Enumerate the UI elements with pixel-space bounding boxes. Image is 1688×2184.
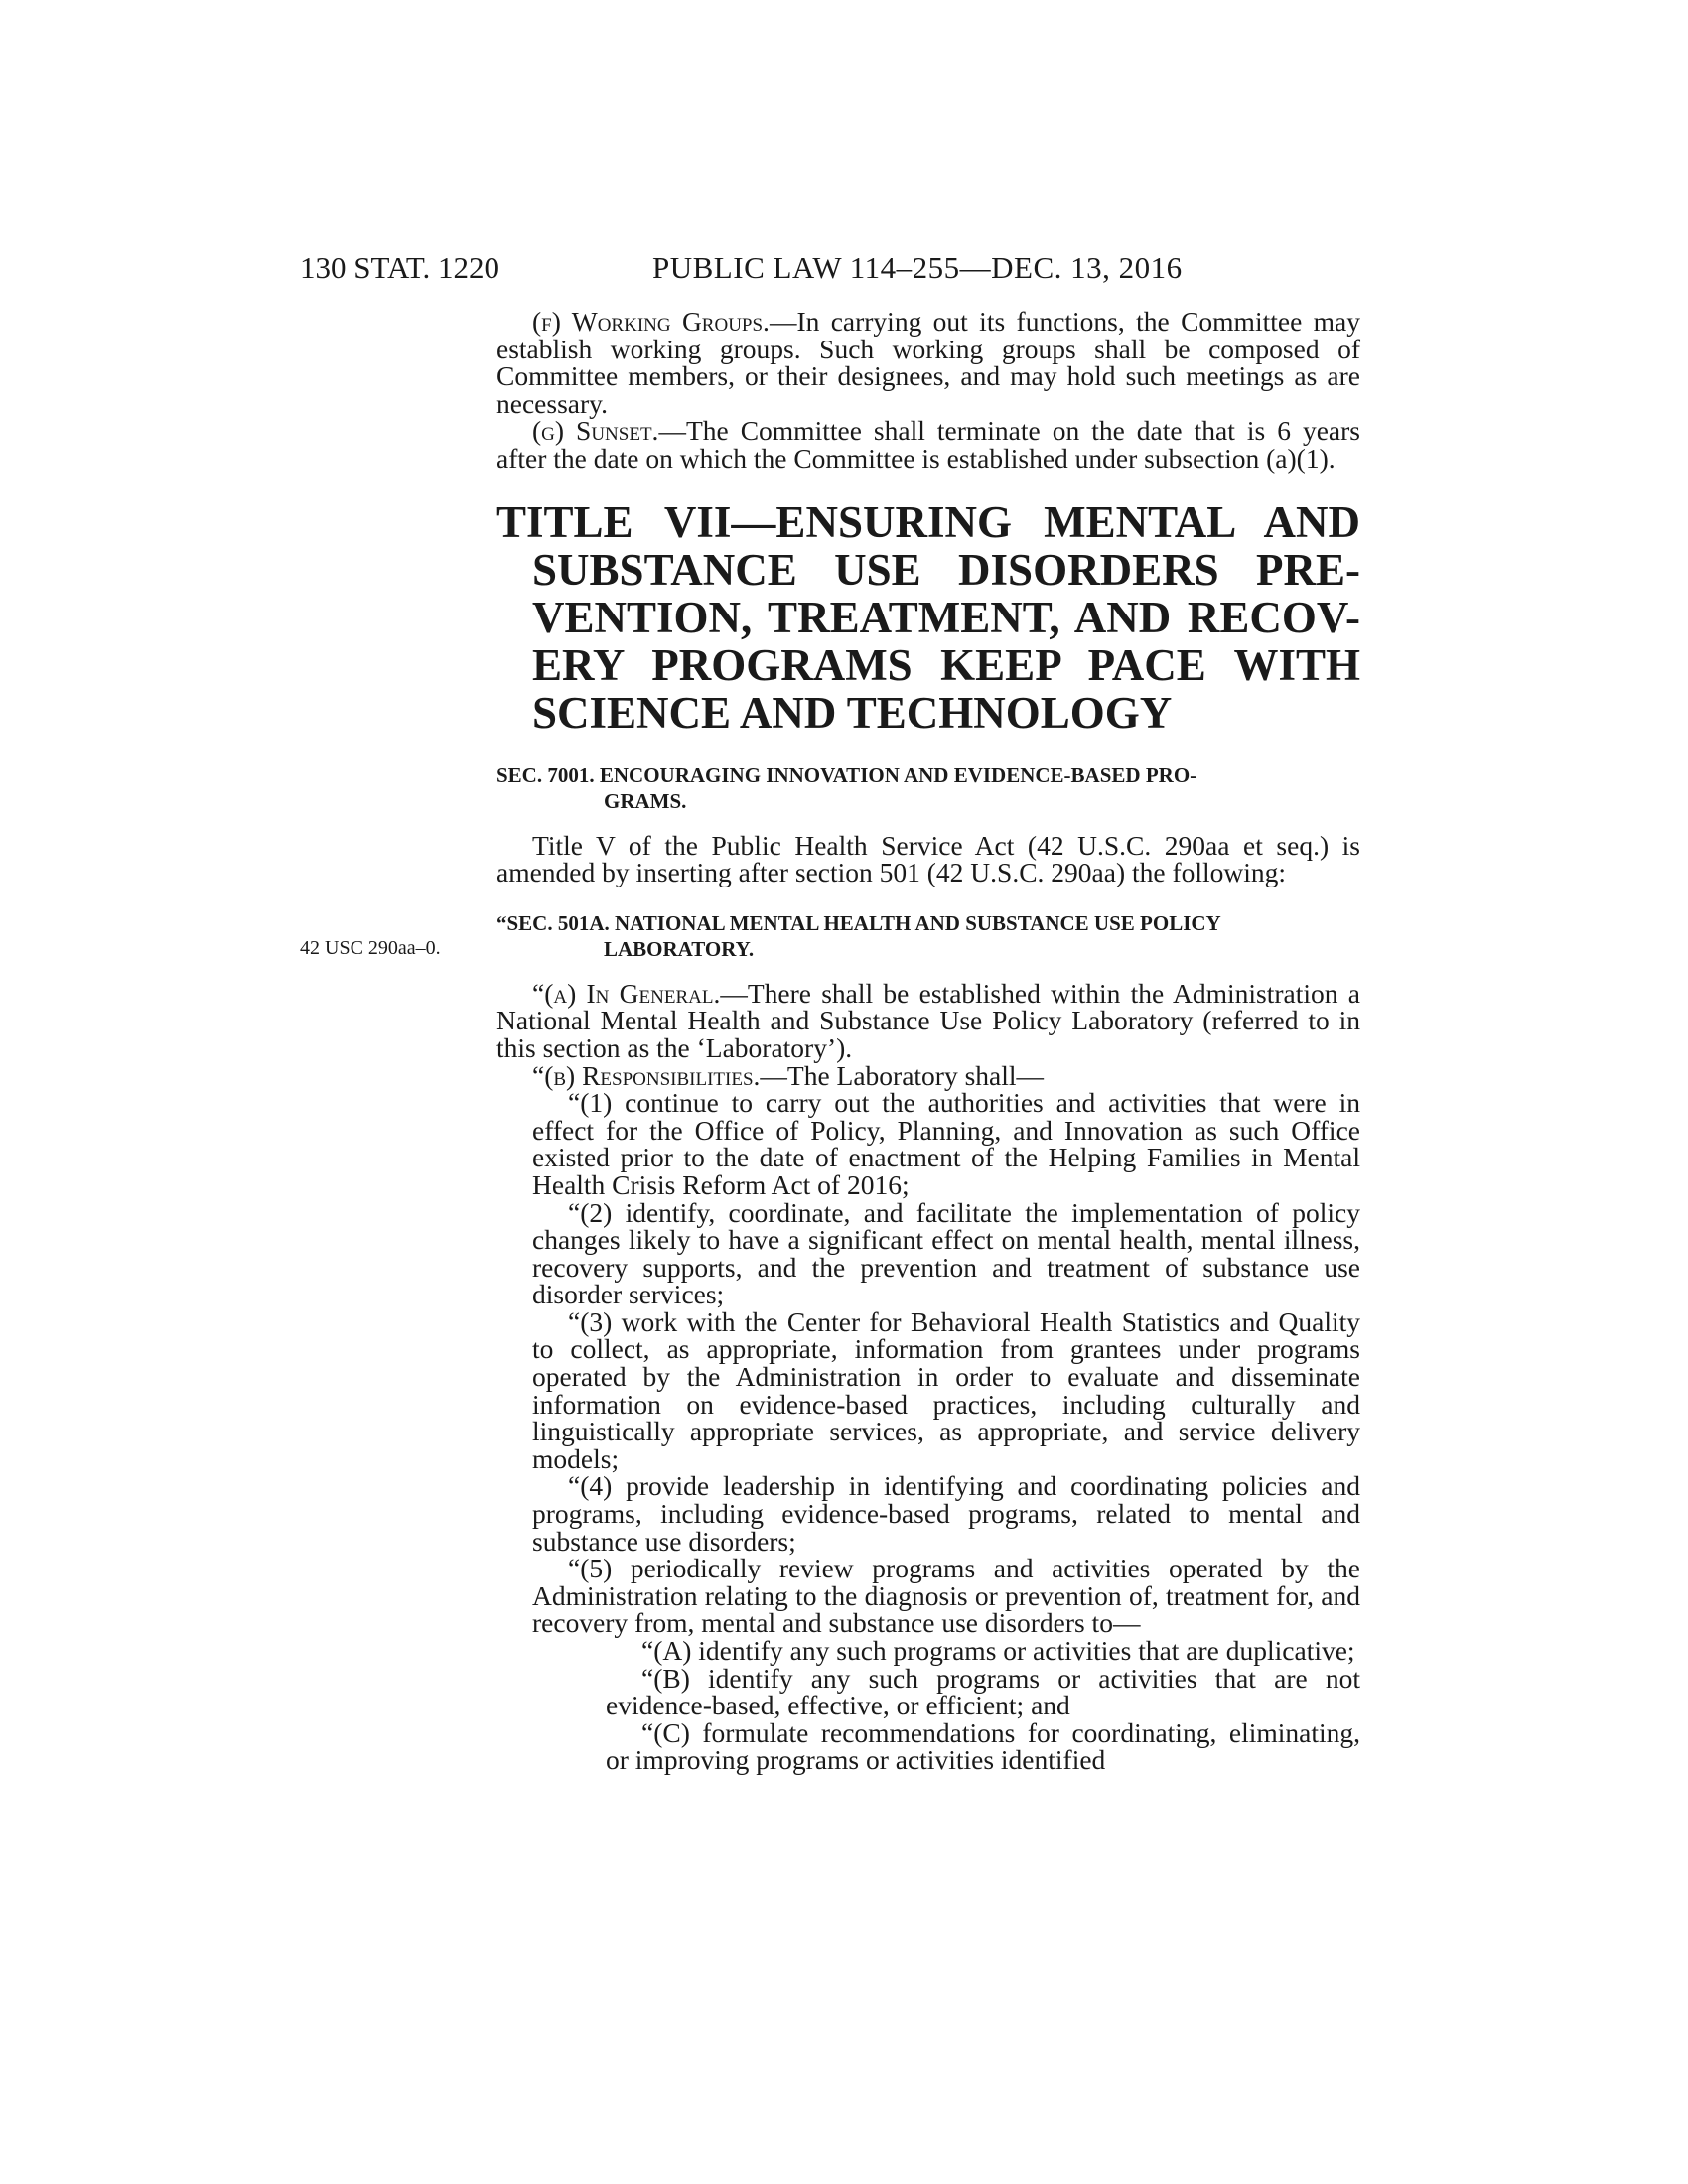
title-line: SUBSTANCE USE DISORDERS PRE- (532, 544, 1360, 595)
subsection-f (496, 308, 1360, 417)
page-header (300, 250, 1360, 290)
subparagraph-b: “(B) identify any such programs or activities that are not evidence-based, effective, or efficient; and (606, 1662, 1360, 1721)
subparagraph-a: “(A) identify any such programs or activities that are duplicative; (641, 1635, 1355, 1666)
subsection-b (496, 1059, 1360, 1091)
subsection-g (496, 417, 1360, 472)
stat-page-reference: 130 STAT. 1220 (300, 250, 500, 285)
title-line: TITLE VII—ENSURING MENTAL AND (496, 496, 1360, 547)
subsection-g-text: —The Committee shall terminate on the date that is 6 years after the date on which the Committee is established under subsection (a)(1). (496, 415, 1360, 474)
paragraph-5: “(5) periodically review programs and activities operated by the Administration relating to the diagnosis or prevention of, treatment for, and recovery from, mental and substance use disorders to— (532, 1553, 1360, 1639)
section-heading-line: LABORATORY. (604, 936, 755, 961)
section-heading-line: “SEC. 501A. NATIONAL MENTAL HEALTH AND SUBSTANCE USE POLICY (496, 910, 1221, 935)
subsection-f-text: —In carrying out its functions, the Committee may establish working groups. Such working groups shall be composed of Committee members, or their designees, and may hold such meetings as are necessary. (496, 306, 1360, 419)
title-line: SCIENCE AND TECHNOLOGY (532, 687, 1173, 738)
subsection-b-text: —The Laboratory shall— (760, 1059, 1045, 1091)
subparagraph-c: “(C) formulate recommendations for coordinating, eliminating, or improving programs or activities identified (606, 1716, 1360, 1776)
subsection-b-label: “(b) Responsibilities. (532, 1059, 761, 1091)
document-body (496, 308, 1360, 1774)
subsection-a-text: —There shall be established within the Administration a National Mental Health and Substance Use Policy Laboratory (referred to in this section as the ‘Laboratory’). (496, 977, 1360, 1063)
title-heading (496, 498, 1360, 737)
paragraph-3: “(3) work with the Center for Behavioral Health Statistics and Quality to collect, as appropriate, information from grantees under programs operated by the Administration in order to evaluate and disseminate information on evidence-based practices, including culturally and linguistically appropriate services, as appropriate, and service delivery models; (532, 1305, 1360, 1474)
title-line: ERY PROGRAMS KEEP PACE WITH (532, 639, 1360, 690)
margin-citation: 42 USC 290aa–0. (300, 937, 441, 959)
section-heading-line: SEC. 7001. ENCOURAGING INNOVATION AND EVIDENCE-BASED PRO- (496, 762, 1197, 787)
section-7001-heading (496, 762, 1360, 814)
title-line: VENTION, TREATMENT, AND RECOV- (532, 592, 1360, 642)
paragraph-2: “(2) identify, coordinate, and facilitate the implementation of policy changes likely to have a significant effect on mental health, mental illness, recovery supports, and the prevention and treatment of substance use disorder services; (532, 1196, 1360, 1310)
section-7001-intro: Title V of the Public Health Service Act (42 U.S.C. 290aa et seq.) is amended by inserting after section 501 (42 U.S.C. 290aa) the following: (496, 829, 1360, 888)
section-501a-heading (496, 910, 1360, 962)
subsection-f-label: (f) Working Groups. (532, 306, 770, 337)
paragraph-4: “(4) provide leadership in identifying and coordinating policies and programs, including evidence-based programs, related to mental and substance use disorders; (532, 1470, 1360, 1557)
public-law-reference: PUBLIC LAW 114–255—DEC. 13, 2016 (652, 250, 1183, 285)
paragraph-1: “(1) continue to carry out the authorities and activities that were in effect for the Office of Policy, Planning, and Innovation as such Office existed prior to the date of enactment of the Helping Families in Mental Health Crisis Reform Act of 2016; (532, 1087, 1360, 1200)
section-heading-line: GRAMS. (604, 788, 687, 813)
subsection-g-label: (g) Sunset. (532, 415, 659, 447)
subsection-a-label: “(a) In General. (532, 977, 721, 1009)
subsection-a (496, 977, 1360, 1063)
